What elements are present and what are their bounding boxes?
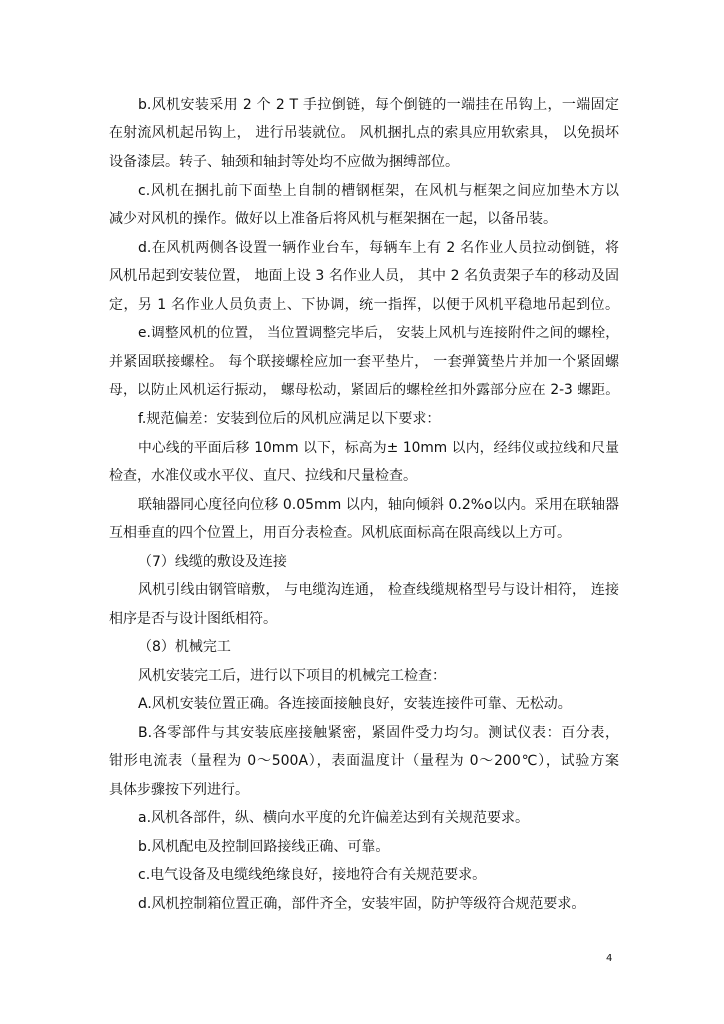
text-line: c.电气设备及电缆线绝缘良好，接地符合有关规范要求。 bbox=[138, 867, 487, 883]
text-line: 并紧固联接螺栓。 每个联接螺栓应加一套平垫片， 一套弹簧垫片并加一个紧固螺 bbox=[109, 354, 619, 370]
text-line: 减少对风机的操作。做好以上准备后将风机与框架捆在一起，以备吊装。 bbox=[109, 211, 557, 227]
text-line: 钳形电流表（量程为 0～500A），表面温度计（量程为 0～200℃），试验方案 bbox=[109, 753, 619, 769]
text-line: 相序是否与设计图纸相符。 bbox=[109, 611, 277, 627]
text-line: 在射流风机起吊钩上， 进行吊装就位。 风机捆扎点的索具应用软索具， 以免损坏 bbox=[109, 125, 619, 141]
text-line: 检查，水准仪或水平仪、直尺、拉线和尺量检查。 bbox=[109, 468, 417, 484]
text-line: 中心线的平面后移 10mm 以下，标高为± 10mm 以内，经纬仪或拉线和尺量 bbox=[138, 440, 619, 456]
text-line: 母，以防止风机运行振动， 螺母松动，紧固后的螺栓丝扣外露部分应在 2-3 螺距。 bbox=[109, 382, 619, 398]
text-line: B.各零部件与其安装底座接触紧密，紧固件受力均匀。测试仪表：百分表， bbox=[138, 725, 619, 741]
text-line: 具体步骤按下列进行。 bbox=[109, 782, 249, 798]
text-line: b.风机配电及控制回路接线正确、可靠。 bbox=[138, 839, 390, 855]
page-number: 4 bbox=[606, 953, 613, 964]
section-heading: （8）机械完工 bbox=[138, 639, 231, 655]
text-line: d.在风机两侧各设置一辆作业台车，每辆车上有 2 名作业人员拉动倒链，将 bbox=[138, 240, 619, 256]
text-line: e.调整风机的位置， 当位置调整完毕后， 安装上风机与连接附件之间的螺栓， bbox=[138, 325, 619, 341]
text-line: 风机吊起到安装位置， 地面上设 3 名作业人员， 其中 2 名负责架子车的移动及固 bbox=[109, 268, 619, 284]
text-line: d.风机控制箱位置正确，部件齐全，安装牢固，防护等级符合规范要求。 bbox=[138, 896, 586, 912]
text-line: 联轴器同心度径向位移 0.05mm 以内，轴向倾斜 0.2%o以内。采用在联轴器 bbox=[138, 497, 619, 513]
text-line: 设备漆层。转子、轴颈和轴封等处均不应做为捆缚部位。 bbox=[109, 154, 459, 170]
text-line: f.规范偏差：安装到位后的风机应满足以下要求： bbox=[138, 411, 441, 427]
text-line: 风机安装完工后，进行以下项目的机械完工检查： bbox=[138, 668, 446, 684]
text-line: b.风机安装采用 2 个 2 T 手拉倒链，每个倒链的一端挂在吊钩上，一端固定 bbox=[138, 97, 619, 113]
text-line: c.风机在捆扎前下面垫上自制的槽钢框架，在风机与框架之间应加垫木方以 bbox=[138, 183, 619, 199]
text-line: a.风机各部件，纵、横向水平度的允许偏差达到有关规范要求。 bbox=[138, 810, 530, 826]
section-heading: （7）线缆的敷设及连接 bbox=[138, 554, 287, 570]
text-line: A.风机安装位置正确。各连接面接触良好，安装连接件可靠、无松动。 bbox=[138, 696, 572, 712]
text-line: 定，另 1 名作业人员负责上、下协调，统一指挥，以便于风机平稳地吊起到位。 bbox=[109, 297, 619, 313]
text-line: 互相垂直的四个位置上，用百分表检查。风机底面标高在限高线以上方可。 bbox=[109, 525, 571, 541]
text-line: 风机引线由钢管暗敷， 与电缆沟连通， 检查线缆规格型号与设计相符， 连接 bbox=[138, 582, 619, 598]
